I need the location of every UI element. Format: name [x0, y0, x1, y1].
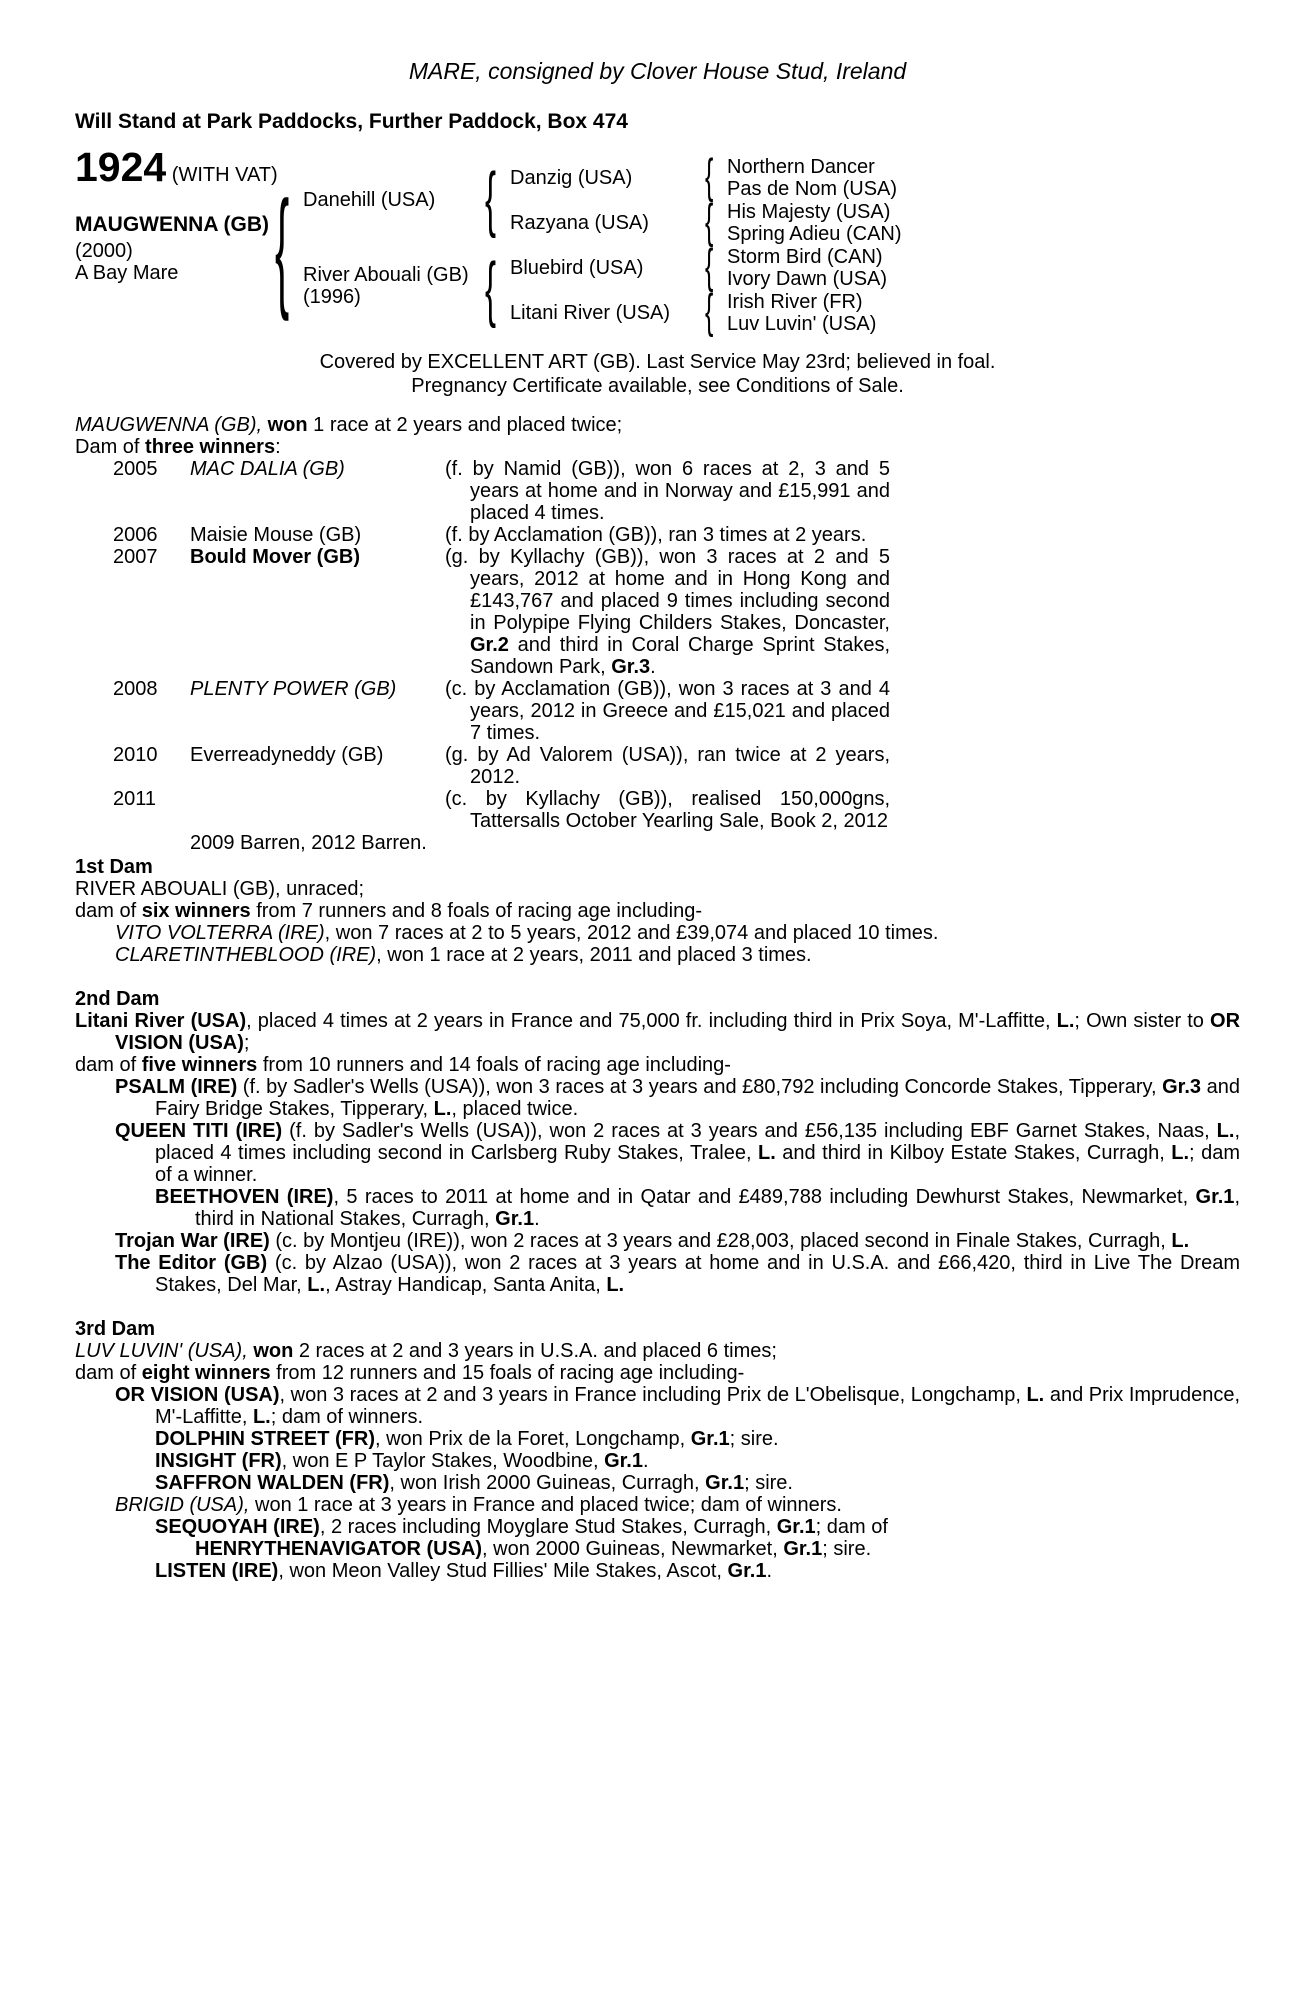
text-run: RIVER ABOUALI (GB), unraced; — [75, 878, 364, 900]
produce-row — [75, 546, 1240, 678]
text-run: L. — [1171, 1142, 1190, 1164]
dam-year: (1996) — [303, 286, 361, 308]
text-run: LUV LUVIN' (USA), — [75, 1340, 248, 1362]
text-run: QUEEN TITI (IRE) — [115, 1120, 283, 1142]
text-run: DOLPHIN STREET (FR) — [155, 1428, 375, 1450]
stand-location-line: Will Stand at Park Paddocks, Further Paddock, Box 474 — [75, 110, 628, 133]
text-run: INSIGHT (FR) — [155, 1450, 282, 1472]
dam-paragraph — [155, 1516, 1240, 1538]
text-run: from 12 runners and 15 foals of racing age including- — [270, 1362, 745, 1384]
text-run: L. — [758, 1142, 776, 1164]
text-run: L. — [606, 1274, 625, 1296]
gen4-name: Ivory Dawn (USA) — [727, 268, 888, 290]
dam-heading: 2nd Dam — [75, 988, 160, 1010]
dam-paragraph — [75, 1340, 1240, 1362]
dam-paragraph — [115, 1230, 1240, 1252]
dam-paragraph — [155, 1428, 1240, 1450]
text-run: Trojan War (IRE) — [115, 1230, 270, 1252]
gen3-name: Litani River (USA) — [510, 302, 671, 324]
consignor-line: MARE, consigned by Clover House Stud, Ireland — [408, 58, 907, 84]
dam-paragraph — [75, 1010, 1240, 1054]
produce-desc — [445, 678, 890, 744]
dam-paragraph — [75, 900, 1240, 922]
dam-paragraph — [75, 1362, 1240, 1384]
text-run: . — [650, 656, 656, 678]
pedigree-brace-icon: { — [705, 194, 714, 248]
text-run: (c. by Montjeu (IRE)), won 2 races at 3 years and £28,003, placed second in Finale Stakes, Curragh, — [269, 1230, 1172, 1252]
dam-paragraph — [115, 1076, 1240, 1120]
text-run: and third in Coral Charge Sprint Stakes, Sandown Park, — [470, 634, 890, 678]
dam-paragraph — [155, 1186, 1240, 1230]
text-run: ; sire. — [822, 1538, 872, 1560]
text-run: , won 2000 Guineas, Newmarket, — [482, 1538, 784, 1560]
dam-paragraph — [115, 1252, 1240, 1296]
text-run: three winners — [145, 436, 276, 458]
text-run: ; dam of a winner. — [155, 1142, 1240, 1186]
text-run: (f. by Sadler's Wells (USA)), won 3 races at 3 years and £80,792 including Concorde Stakes, Tipperary, — [237, 1076, 1163, 1098]
dam-paragraph — [155, 1450, 1240, 1472]
produce-name — [190, 546, 445, 568]
foaling-year: (2000) — [75, 240, 133, 262]
text-run: SEQUOYAH (IRE) — [155, 1516, 320, 1538]
text-run: : — [275, 436, 281, 458]
produce-year: 2005 — [113, 458, 158, 480]
text-run: , won 7 races at 2 to 5 years, 2012 and £39,074 and placed 10 times. — [324, 922, 939, 944]
gen4-name: Irish River (FR) — [727, 291, 863, 313]
text-run: L. — [1171, 1230, 1190, 1252]
text-run: ; dam of winners. — [270, 1406, 424, 1428]
text-run: Everreadyneddy (GB) — [190, 744, 384, 766]
text-run: (f. by Sadler's Wells (USA)), won 2 races at 3 years and £56,135 including EBF Garnet Stakes, Naas, — [282, 1120, 1217, 1142]
text-run: won — [253, 1340, 294, 1362]
covered-line-2: Pregnancy Certificate available, see Conditions of Sale. — [411, 375, 904, 397]
text-run: (c. by Acclamation (GB)), won 3 races at 3 and 4 years, 2012 in Greece and £15,021 and placed 7 times. — [445, 678, 890, 744]
text-run: ; — [243, 1032, 250, 1054]
text-run: . — [766, 1560, 773, 1582]
gen4-name: Northern Dancer — [727, 156, 875, 178]
text-run: 2 races at 2 and 3 years in U.S.A. and placed 6 times; — [293, 1340, 777, 1362]
pedigree-brace-icon: { — [485, 247, 497, 329]
dam-paragraph — [75, 1054, 1240, 1076]
text-run: and third in Kilboy Estate Stakes, Curragh, — [775, 1142, 1172, 1164]
text-run: OR VISION (USA) — [115, 1384, 280, 1406]
text-run: dam of — [75, 1054, 142, 1076]
dam-paragraph — [155, 1472, 1240, 1494]
third-dam-section — [75, 1318, 1240, 1582]
text-run: Gr.1 — [1195, 1186, 1235, 1208]
dam-paragraph — [115, 1120, 1240, 1186]
sire-name: Danehill (USA) — [303, 189, 436, 211]
text-run: , won E P Taylor Stakes, Woodbine, — [281, 1450, 605, 1472]
text-run: MAUGWENNA (GB), — [75, 414, 263, 436]
dam-paragraph — [155, 1560, 1240, 1582]
gen4-name: Luv Luvin' (USA) — [727, 313, 877, 335]
text-run: won — [267, 414, 308, 436]
vat-note: (WITH VAT) — [171, 164, 278, 186]
gen4-name: Pas de Nom (USA) — [727, 178, 898, 200]
dam-paragraph — [115, 1494, 1240, 1516]
text-run: (c. by Kyllachy (GB)), realised 150,000gns, Tattersalls October Yearling Sale, Book 2, 2012 — [445, 788, 890, 832]
produce-year: 2006 — [113, 524, 158, 546]
text-run: Gr.1 — [776, 1516, 816, 1538]
pedigree-brace-icon: { — [705, 149, 714, 203]
produce-name — [190, 678, 445, 700]
pedigree-brace-icon: { — [705, 239, 714, 293]
gen4-name: Spring Adieu (CAN) — [727, 223, 902, 245]
text-run: Gr.3 — [1162, 1076, 1202, 1098]
text-run: L. — [1056, 1010, 1075, 1032]
text-run: , third in National Stakes, Curragh, — [195, 1186, 1240, 1230]
pedigree-brace-icon: { — [275, 174, 290, 323]
text-run: eight winners — [141, 1362, 271, 1384]
text-run: ; dam of — [815, 1516, 888, 1538]
covering-details — [75, 350, 1240, 398]
text-run: Gr.1 — [604, 1450, 643, 1472]
text-run: The Editor (GB) — [115, 1252, 268, 1274]
dam-paragraph — [115, 922, 1240, 944]
text-run: , won Meon Valley Stud Fillies' Mile Stakes, Ascot, — [278, 1560, 728, 1582]
produce-desc — [445, 458, 890, 524]
gen3-name: Bluebird (USA) — [510, 257, 644, 279]
text-run: , won 3 races at 2 and 3 years in France including Prix de L'Obelisque, Longchamp, — [279, 1384, 1027, 1406]
text-run: 1 race at 2 years and placed twice; — [307, 414, 623, 436]
gen3-name: Razyana (USA) — [510, 212, 649, 234]
text-run: Gr.1 — [705, 1472, 745, 1494]
text-run: ; Own sister to — [1074, 1010, 1211, 1032]
produce-name — [190, 524, 445, 546]
produce-row — [75, 678, 1240, 744]
produce-year: 2010 — [113, 744, 158, 766]
text-run: , Astray Handicap, Santa Anita, — [325, 1274, 607, 1296]
mare-race-record — [75, 414, 1240, 458]
dam-name: River Abouali (GB) — [303, 264, 469, 286]
gen4-name: Storm Bird (CAN) — [727, 246, 883, 268]
text-run: MAC DALIA (GB) — [190, 458, 345, 480]
mare-name: MAUGWENNA (GB) — [75, 213, 270, 236]
text-run: (c. by Alzao (USA)), won 2 races at 3 years at home and in U.S.A. and £66,420, third in Live The Dream Stakes, Del Mar, — [155, 1252, 1240, 1296]
text-run: , 5 races to 2011 at home and in Qatar and £489,788 including Dewhurst Stakes, Newmarket, — [333, 1186, 1196, 1208]
produce-record — [75, 458, 1240, 854]
text-run: L. — [1216, 1120, 1235, 1142]
text-run: six winners — [141, 900, 251, 922]
mare-record-line — [75, 414, 1240, 436]
produce-desc — [445, 744, 890, 788]
text-run: VITO VOLTERRA (IRE) — [115, 922, 325, 944]
produce-desc — [445, 524, 890, 546]
text-run: Gr.3 — [611, 656, 651, 678]
text-run: dam of — [75, 1362, 142, 1384]
text-run: Gr.1 — [690, 1428, 730, 1450]
text-run: dam of — [75, 900, 142, 922]
gen3-name: Danzig (USA) — [510, 167, 633, 189]
text-run: CLARETINTHEBLOOD (IRE) — [115, 944, 377, 966]
lot-block — [75, 144, 278, 190]
text-run: ; sire. — [729, 1428, 779, 1450]
text-run: from 10 runners and 14 foals of racing age including- — [257, 1054, 731, 1076]
text-run: from 7 runners and 8 foals of racing age including- — [250, 900, 703, 922]
text-run: Gr.1 — [727, 1560, 767, 1582]
text-run: , placed 4 times at 2 years in France and 75,000 fr. including third in Prix Soya, M'-Laffitte, — [246, 1010, 1057, 1032]
text-run: , placed 4 times including second in Carlsberg Ruby Stakes, Tralee, — [155, 1120, 1240, 1164]
text-run: PLENTY POWER (GB) — [190, 678, 397, 700]
text-run: Bould Mover (GB) — [190, 546, 360, 568]
text-run: , won Irish 2000 Guineas, Curragh, — [389, 1472, 706, 1494]
dam-heading: 1st Dam — [75, 856, 153, 878]
gen4-name: His Majesty (USA) — [727, 201, 891, 223]
text-run: LISTEN (IRE) — [155, 1560, 279, 1582]
text-run: L. — [307, 1274, 326, 1296]
dam-paragraph — [115, 1384, 1240, 1428]
text-run: Dam of — [75, 436, 146, 458]
text-run: (g. by Kyllachy (GB)), won 3 races at 2 and 5 years, 2012 at home and in Hong Kong and £143,767 and placed 9 times including second in Polypipe Flying Childers Stakes, Doncaster, — [445, 546, 890, 634]
produce-row — [75, 744, 1240, 788]
dam-paragraph — [75, 878, 1240, 900]
text-run: L. — [252, 1406, 271, 1428]
text-run: ; sire. — [744, 1472, 793, 1494]
text-run: Litani River (USA) — [75, 1010, 247, 1032]
covered-line-1: Covered by EXCELLENT ART (GB). Last Service May 23rd; believed in foal. — [319, 351, 996, 373]
text-run: PSALM (IRE) — [115, 1076, 238, 1098]
text-run: , placed twice. — [451, 1098, 579, 1120]
text-run: Gr.2 — [470, 634, 509, 656]
produce-name — [190, 458, 445, 480]
text-run: L. — [1026, 1384, 1045, 1406]
text-run: (f. by Namid (GB)), won 6 races at 2, 3 and 5 years at home and in Norway and £15,991 and placed 4 times. — [445, 458, 890, 524]
dam-paragraph — [195, 1538, 1240, 1560]
produce-year: 2007 — [113, 546, 158, 568]
produce-row — [75, 458, 1240, 524]
text-run: OR VISION (USA) — [115, 1010, 1241, 1054]
first-dam-section — [75, 856, 1240, 966]
produce-row — [75, 788, 1240, 832]
text-run: , won Prix de la Foret, Longchamp, — [375, 1428, 691, 1450]
lot-number: 1924 — [75, 144, 167, 190]
produce-desc — [445, 546, 890, 678]
text-run: BRIGID (USA), — [115, 1494, 250, 1516]
pedigree-brace-icon: { — [705, 284, 714, 338]
text-run: BEETHOVEN (IRE) — [155, 1186, 334, 1208]
produce-name — [190, 744, 445, 766]
pedigree-brace-icon: { — [485, 157, 497, 239]
text-run: five winners — [141, 1054, 258, 1076]
produce-row — [75, 524, 1240, 546]
mare-description: A Bay Mare — [75, 262, 179, 284]
produce-year: 2008 — [113, 678, 158, 700]
text-run: (g. by Ad Valorem (USA)), ran twice at 2 years, 2012. — [445, 744, 890, 788]
text-run: , 2 races including Moyglare Stud Stakes, Curragh, — [319, 1516, 777, 1538]
text-run: L. — [433, 1098, 452, 1120]
text-run: . — [534, 1208, 540, 1230]
text-run: and Fairy Bridge Stakes, Tipperary, — [155, 1076, 1240, 1120]
dam-paragraph — [115, 944, 1240, 966]
produce-desc — [445, 788, 890, 832]
text-run: Gr.1 — [783, 1538, 823, 1560]
text-run: (f. by Acclamation (GB)), ran 3 times at 2 years. — [445, 524, 867, 546]
text-run: Gr.1 — [495, 1208, 535, 1230]
produce-year: 2011 — [113, 788, 157, 810]
text-run: SAFFRON WALDEN (FR) — [155, 1472, 390, 1494]
pedigree-table — [75, 144, 1240, 340]
text-run: Maisie Mouse (GB) — [190, 524, 362, 546]
dam-heading: 3rd Dam — [75, 1318, 156, 1340]
text-run: HENRYTHENAVIGATOR (USA) — [195, 1538, 483, 1560]
text-run: and Prix Imprudence, M'-Laffitte, — [155, 1384, 1240, 1428]
second-dam-section — [75, 988, 1240, 1296]
dam-of-line — [75, 436, 1240, 458]
text-run: , won 1 race at 2 years, 2011 and placed 3 times. — [376, 944, 812, 966]
barren-note: 2009 Barren, 2012 Barren. — [190, 832, 427, 854]
text-run: . — [642, 1450, 649, 1472]
text-run: won 1 race at 3 years in France and placed twice; dam of winners. — [249, 1494, 842, 1516]
